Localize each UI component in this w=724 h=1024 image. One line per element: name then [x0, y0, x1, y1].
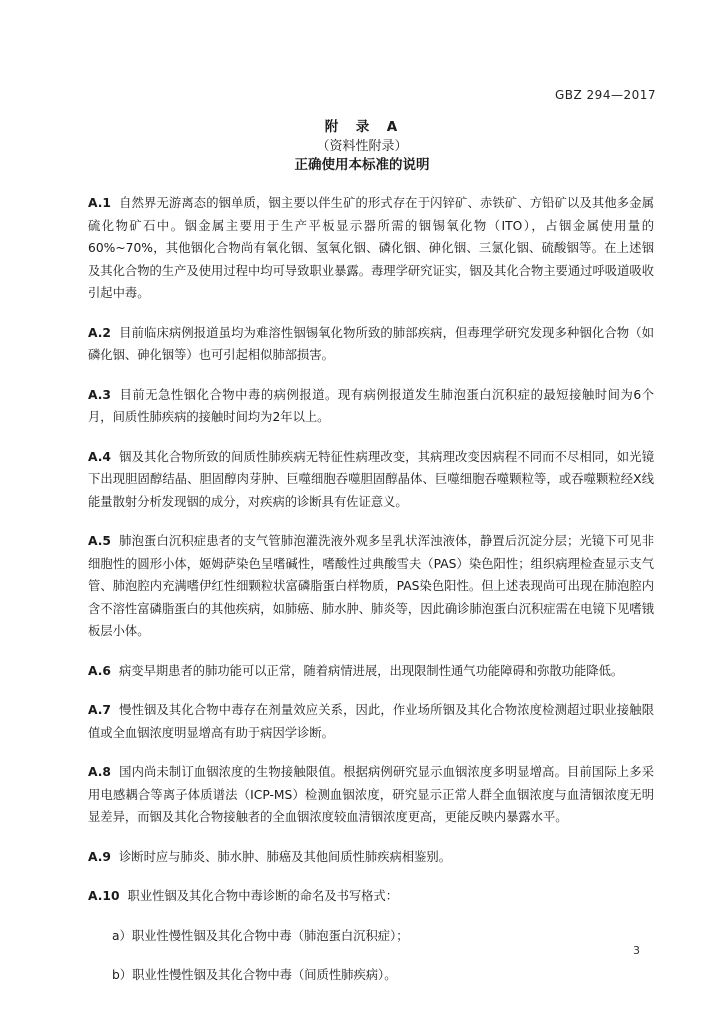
paragraph-text: 国内尚未制订血铟浓度的生物接触限值。根据病例研究显示血铟浓度多明显增高。目前国际上多采用电感耦合等离子体质谱法（ICP-MS）检测血铟浓度，研究显示正常人群全血铟浓度与血清铟浓度无明显差异，而铟及其化合物接触者的全血铟浓度较血清铟浓度更高，更能反映内暴露水平。 — [88, 765, 654, 824]
paragraph-number: A.8 — [88, 765, 111, 779]
paragraph-number: A.5 — [88, 534, 111, 548]
paragraph-a7 — [88, 699, 654, 744]
paragraph-number: A.10 — [88, 889, 120, 903]
paragraph-number: A.4 — [88, 449, 111, 464]
paragraph-a9 — [88, 846, 654, 869]
paragraph-text: 目前临床病例报道虽均为难溶性铟锡氧化物所致的肺部疾病，但毒理学研究发现多种铟化合物（如磷化铟、砷化铟等）也可引起相似肺部损害。 — [88, 325, 654, 362]
paragraph-a6 — [88, 660, 654, 683]
paragraph-text: 肺泡蛋白沉积症患者的支气管肺泡灌洗液外观多呈乳状浑浊液体，静置后沉淀分层；光镜下可见非细胞性的圆形小体，姬姆萨染色呈嗜碱性，嗜酸性过典酸雪夫（PAS）染色阳性；组织病理检查显示支气管、肺泡腔内充满嗜伊红性细颗粒状富磷脂蛋白样物质，PAS染色阳性。但上述表现尚可出现在肺泡腔内含不溶性富磷脂蛋白的其他疾病，如肺癌、肺水肿、肺炎等，因此确诊肺泡蛋白沉积症需在电镜下见嗜锇板层小体。 — [88, 534, 654, 638]
paragraph-text: 病变早期患者的肺功能可以正常，随着病情进展，出现限制性通气功能障碍和弥散功能降低。 — [118, 663, 624, 678]
list-item: b）职业性慢性铟及其化合物中毒（间质性肺疾病）。 — [112, 968, 397, 982]
paragraph-a4 — [88, 446, 654, 514]
paragraph-a5 — [88, 530, 654, 643]
paragraph-a10 — [88, 885, 654, 908]
paragraph-a1 — [88, 192, 654, 305]
standard-number: GBZ 294—2017 — [554, 88, 656, 102]
paragraph-number: A.7 — [88, 703, 111, 717]
paragraph-text: 诊断时应与肺炎、肺水肿、肺癌及其他间质性肺疾病相鉴别。 — [118, 849, 452, 864]
paragraph-a3 — [88, 384, 654, 429]
list-item: a）职业性慢性铟及其化合物中毒（肺泡蛋白沉积症）； — [112, 928, 409, 943]
paragraph-text: 慢性铟及其化合物中毒存在剂量效应关系，因此，作业场所铟及其化合物浓度检测超过职业接触限值或全血铟浓度明显增高有助于病因学诊断。 — [88, 703, 654, 740]
paragraph-number: A.2 — [88, 325, 111, 340]
paragraph-number: A.6 — [88, 663, 111, 678]
paragraph-number: A.3 — [88, 387, 111, 402]
appendix-subtitle: （资料性附录） — [316, 139, 408, 154]
paragraph-number: A.1 — [88, 196, 111, 210]
appendix-heading-block — [0, 118, 724, 175]
appendix-heading: 正确使用本标准的说明 — [294, 157, 430, 173]
paragraph-text: 铟及其化合物所致的间质性肺疾病无特征性病理改变，其病理改变因病程不同而不尽相同，如光镜下出现胆固醇结晶、胆固醇肉芽肿、巨噬细胞吞噬胆固醇晶体、巨噬细胞吞噬颗粒等，或吞噬颗粒经X线能量散射分析发现铟的成分，对疾病的诊断具有佐证意义。 — [88, 449, 654, 509]
paragraph-text: 职业性铟及其化合物中毒诊断的命名及书写格式： — [127, 889, 399, 903]
appendix-title: 附 录 A — [324, 119, 400, 135]
paragraph-a8 — [88, 761, 654, 829]
paragraph-number: A.9 — [88, 849, 111, 864]
paragraph-text: 目前无急性铟化合物中毒的病例报道。现有病例报道发生肺泡蛋白沉积症的最短接触时间为6个月，间质性肺疾病的接触时间均为2年以上。 — [88, 387, 654, 424]
document-body — [88, 192, 654, 1004]
paragraph-text: 自然界无游离态的铟单质，铟主要以伴生矿的形式存在于闪锌矿、赤铁矿、方铅矿以及其他多金属硫化物矿石中。铟金属主要用于生产平板显示器所需的铟锡氧化物（ITO），占铟金属使用量的60%~70%，其他铟化合物尚有氧化铟、氢氧化铟、磷化铟、砷化铟、三氯化铟、硫酸铟等。在上述铟及其化合物的生产及使用过程中均可导致职业暴露。毒理学研究证实，铟及其化合物主要通过呼吸道吸收引起中毒。 — [88, 196, 654, 300]
paragraph-a2 — [88, 322, 654, 367]
page-number: 3 — [633, 944, 640, 957]
